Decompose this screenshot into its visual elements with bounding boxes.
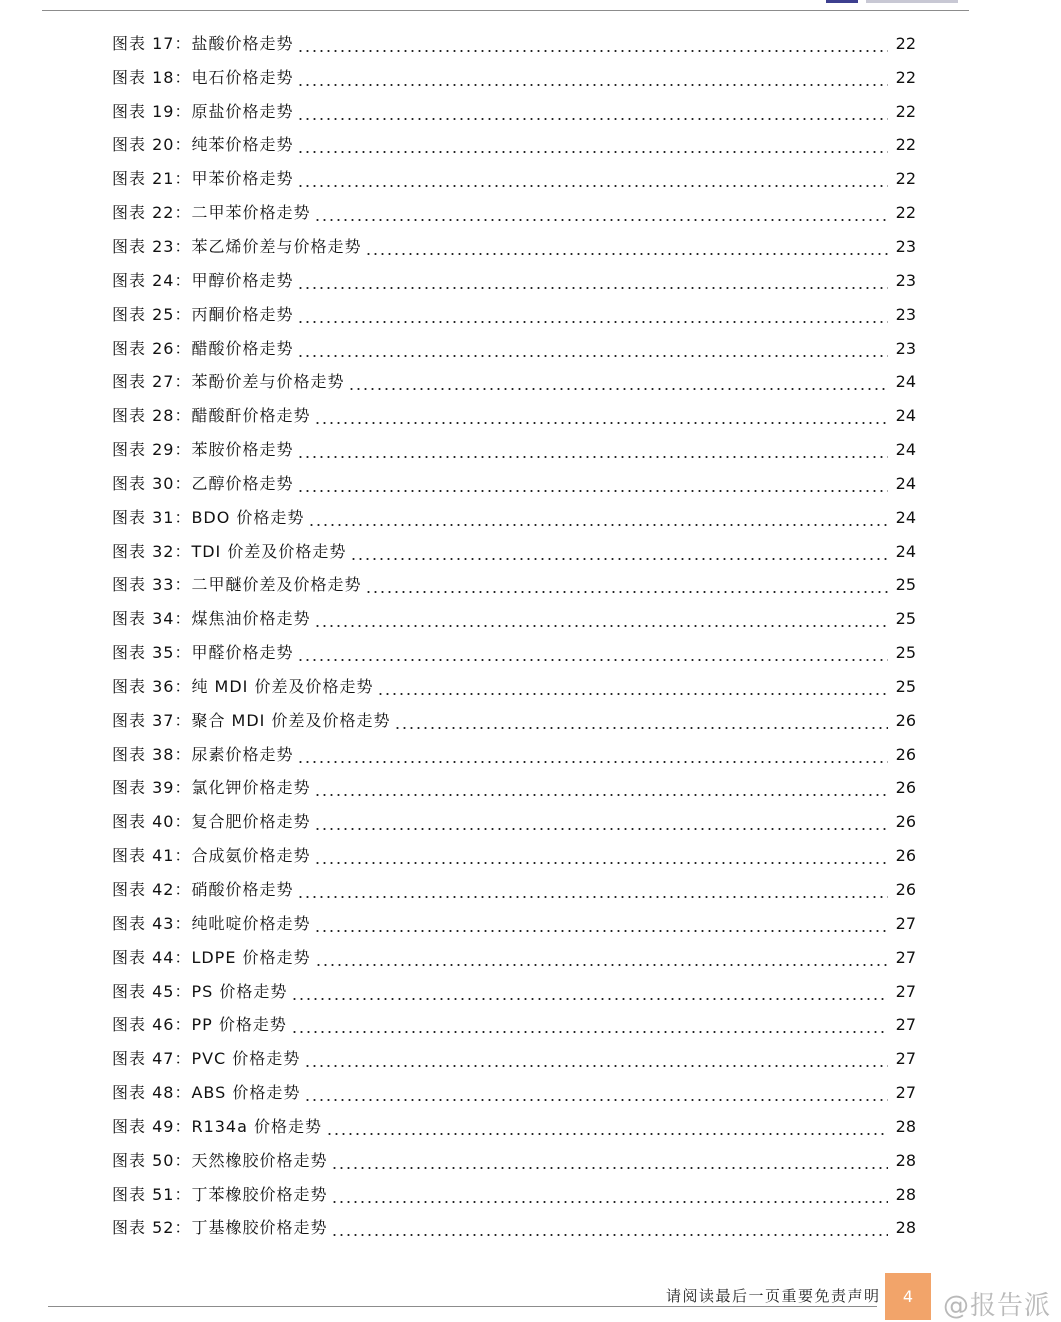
toc-entry[interactable] — [112, 399, 916, 433]
toc-leader-dots — [314, 778, 888, 798]
toc-leader-dots — [326, 1117, 888, 1137]
toc-entry[interactable] — [112, 298, 916, 332]
toc-leader-dots — [297, 339, 888, 359]
toc-entry-page: 27 — [895, 981, 916, 1001]
toc-leader-dots — [297, 880, 888, 900]
toc-entry-page: 24 — [895, 372, 916, 392]
toc-leader-dots — [377, 677, 888, 697]
toc-leader-dots — [297, 271, 888, 291]
toc-entry-page: 23 — [895, 338, 916, 358]
toc-leader-dots — [297, 34, 888, 54]
toc-leader-dots — [297, 68, 888, 88]
toc-entry-label: 图表 26：醋酸价格走势 — [112, 338, 294, 358]
toc-entry-page: 26 — [895, 812, 916, 832]
toc-leader-dots — [331, 1151, 888, 1171]
toc-leader-dots — [304, 1083, 888, 1103]
toc-leader-dots — [331, 1218, 888, 1238]
toc-entry-page: 26 — [895, 846, 916, 866]
toc-entry[interactable] — [112, 738, 916, 772]
watermark: @报告派 — [943, 1291, 1052, 1321]
toc-entry-page: 27 — [895, 1083, 916, 1103]
toc-entry-page: 27 — [895, 1015, 916, 1035]
toc-entry-page: 26 — [895, 710, 916, 730]
toc-entry-label: 图表 17：盐酸价格走势 — [112, 33, 294, 53]
toc-leader-dots — [314, 914, 888, 934]
toc-entry-label: 图表 42：硝酸价格走势 — [112, 880, 294, 900]
toc-entry-page: 22 — [895, 135, 916, 155]
toc-leader-dots — [331, 1185, 888, 1205]
toc-leader-dots — [394, 711, 888, 731]
toc-leader-dots — [365, 575, 888, 595]
toc-entry[interactable] — [112, 772, 916, 806]
toc-entry-label: 图表 50：天然橡胶价格走势 — [112, 1150, 328, 1170]
toc-entry[interactable] — [112, 230, 916, 264]
toc-entry-label: 图表 52：丁基橡胶价格走势 — [112, 1218, 328, 1238]
toc-leader-dots — [297, 135, 888, 155]
toc-entry-label: 图表 27：苯酚价差与价格走势 — [112, 372, 345, 392]
toc-leader-dots — [350, 542, 888, 562]
toc-entry-label: 图表 22：二甲苯价格走势 — [112, 203, 311, 223]
toc-leader-dots — [314, 609, 888, 629]
toc-entry-page: 25 — [895, 643, 916, 663]
toc-leader-dots — [314, 812, 888, 832]
toc-leader-dots — [297, 305, 888, 325]
toc-entry-page: 23 — [895, 304, 916, 324]
toc-entry-page: 24 — [895, 473, 916, 493]
toc-leader-dots — [297, 474, 888, 494]
toc-entry-page: 26 — [895, 880, 916, 900]
toc-entry[interactable] — [112, 129, 916, 163]
toc-entry-label: 图表 48：ABS 价格走势 — [112, 1083, 301, 1103]
toc-entry[interactable] — [112, 1008, 916, 1042]
toc-entry-page: 28 — [895, 1116, 916, 1136]
toc-leader-dots — [297, 745, 888, 765]
toc-entry[interactable] — [112, 61, 916, 95]
toc-entry[interactable] — [112, 941, 916, 975]
toc-entry-label: 图表 31：BDO 价格走势 — [112, 507, 305, 527]
toc-entry-label: 图表 20：纯苯价格走势 — [112, 135, 294, 155]
toc-leader-dots — [315, 948, 888, 968]
toc-entry[interactable] — [112, 704, 916, 738]
toc-leader-dots — [348, 372, 888, 392]
toc-entry[interactable] — [112, 670, 916, 704]
toc-entry[interactable] — [112, 839, 916, 873]
toc-entry[interactable] — [112, 535, 916, 569]
toc-entry[interactable] — [112, 433, 916, 467]
toc-entry-label: 图表 35：甲醛价格走势 — [112, 643, 294, 663]
toc-leader-dots — [314, 203, 888, 223]
toc-leader-dots — [291, 982, 888, 1002]
toc-entry-page: 27 — [895, 1049, 916, 1069]
header-rule — [42, 10, 969, 11]
toc-entry-label: 图表 28：醋酸酐价格走势 — [112, 406, 311, 426]
toc-entry-page: 28 — [895, 1184, 916, 1204]
toc-leader-dots — [297, 643, 888, 663]
header-logo — [826, 0, 858, 3]
toc-entry-page: 25 — [895, 676, 916, 696]
toc-entry-page: 22 — [895, 67, 916, 87]
toc-entry-page: 25 — [895, 575, 916, 595]
toc-entry[interactable] — [112, 467, 916, 501]
toc-entry-label: 图表 41：合成氨价格走势 — [112, 846, 311, 866]
toc-entry-label: 图表 40：复合肥价格走势 — [112, 812, 311, 832]
toc-entry[interactable] — [112, 332, 916, 366]
toc-entry-label: 图表 38：尿素价格走势 — [112, 744, 294, 764]
toc-entry-label: 图表 25：丙酮价格走势 — [112, 304, 294, 324]
toc-entry-page: 24 — [895, 507, 916, 527]
toc-entry[interactable] — [112, 1144, 916, 1178]
toc-leader-dots — [314, 406, 888, 426]
toc-entry-label: 图表 37：聚合 MDI 价差及价格走势 — [112, 710, 391, 730]
toc-entry[interactable] — [112, 975, 916, 1009]
toc-entry[interactable] — [112, 569, 916, 603]
toc-entry-label: 图表 49：R134a 价格走势 — [112, 1116, 322, 1136]
toc-entry-page: 26 — [895, 778, 916, 798]
toc-entry-page: 24 — [895, 406, 916, 426]
toc-entry-label: 图表 39：氯化钾价格走势 — [112, 778, 311, 798]
toc-entry[interactable] — [112, 907, 916, 941]
page-number-badge: 4 — [885, 1273, 931, 1320]
header-url-strip — [866, 0, 958, 3]
toc-entry[interactable] — [112, 264, 916, 298]
toc-entry[interactable] — [112, 1042, 916, 1076]
toc-entry-page: 23 — [895, 236, 916, 256]
toc-entry-page: 28 — [895, 1218, 916, 1238]
toc-entry[interactable] — [112, 162, 916, 196]
toc-entry-label: 图表 18：电石价格走势 — [112, 67, 294, 87]
toc-entry-label: 图表 29：苯胺价格走势 — [112, 440, 294, 460]
toc-leader-dots — [365, 237, 888, 257]
toc-entry-page: 24 — [895, 541, 916, 561]
toc-entry-label: 图表 51：丁苯橡胶价格走势 — [112, 1184, 328, 1204]
toc-entry[interactable] — [112, 805, 916, 839]
toc-entry-label: 图表 33：二甲醚价差及价格走势 — [112, 575, 362, 595]
toc-entry[interactable] — [112, 196, 916, 230]
toc-entry-page: 24 — [895, 440, 916, 460]
toc-leader-dots — [297, 102, 888, 122]
toc-entry-label: 图表 32：TDI 价差及价格走势 — [112, 541, 347, 561]
toc-entry-page: 27 — [895, 947, 916, 967]
toc-entry[interactable] — [112, 602, 916, 636]
toc-entry-label: 图表 36：纯 MDI 价差及价格走势 — [112, 676, 374, 696]
toc-entry[interactable] — [112, 1212, 916, 1246]
toc-entry-page: 28 — [895, 1150, 916, 1170]
toc-entry-label: 图表 23：苯乙烯价差与价格走势 — [112, 236, 362, 256]
toc-leader-dots — [297, 440, 888, 460]
toc-entry-page: 22 — [895, 203, 916, 223]
toc-entry-label: 图表 44：LDPE 价格走势 — [112, 947, 311, 967]
toc-entry-page: 23 — [895, 270, 916, 290]
footer-rule — [48, 1306, 877, 1307]
toc-leader-dots — [304, 1049, 888, 1069]
toc-entry[interactable] — [112, 873, 916, 907]
toc-entry[interactable] — [112, 95, 916, 129]
toc-entry-label: 图表 24：甲醇价格走势 — [112, 270, 294, 290]
toc-leader-dots — [314, 846, 888, 866]
toc-entry-page: 25 — [895, 609, 916, 629]
toc-entry-label: 图表 43：纯吡啶价格走势 — [112, 913, 311, 933]
toc-entry-page: 22 — [895, 101, 916, 121]
toc-leader-dots — [291, 1015, 888, 1035]
toc-entry[interactable] — [112, 1110, 916, 1144]
toc-entry-page: 22 — [895, 169, 916, 189]
toc-entry-page: 22 — [895, 33, 916, 53]
toc-entry[interactable] — [112, 365, 916, 399]
toc-entry-label: 图表 46：PP 价格走势 — [112, 1015, 287, 1035]
toc-entry[interactable] — [112, 1076, 916, 1110]
toc-entry-page: 27 — [895, 913, 916, 933]
toc-entry-label: 图表 19：原盐价格走势 — [112, 101, 294, 121]
toc-entry-label: 图表 47：PVC 价格走势 — [112, 1049, 301, 1069]
toc-entry-label: 图表 30：乙醇价格走势 — [112, 473, 294, 493]
toc-entry[interactable] — [112, 501, 916, 535]
toc-entry-label: 图表 21：甲苯价格走势 — [112, 169, 294, 189]
toc-entry-label: 图表 34：煤焦油价格走势 — [112, 609, 311, 629]
toc-entry[interactable] — [112, 636, 916, 670]
toc-entry-page: 26 — [895, 744, 916, 764]
disclaimer-text: 请阅读最后一页重要免责声明 — [666, 1287, 881, 1305]
toc-entry-label: 图表 45：PS 价格走势 — [112, 981, 288, 1001]
toc-leader-dots — [308, 508, 888, 528]
toc-leader-dots — [297, 169, 888, 189]
toc-entry[interactable] — [112, 1178, 916, 1212]
table-of-figures — [112, 27, 916, 1245]
toc-entry[interactable] — [112, 27, 916, 61]
